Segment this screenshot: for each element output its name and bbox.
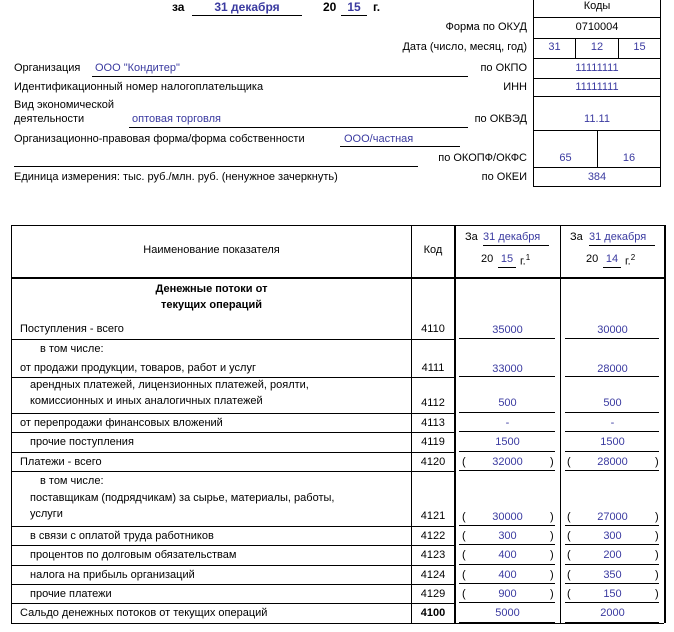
row-value-current: 500 [498,397,517,409]
org-value: ООО "Кондитер" [95,62,180,74]
col2-za: За [570,231,583,243]
row-code: 4122 [420,530,446,542]
row-value-previous: 30000 [597,324,628,336]
row-value-previous: 150 [603,588,622,600]
row-name: налога на прибыль организаций [30,569,195,581]
row-value-previous: 27000 [597,511,628,523]
cell-underline [459,376,555,377]
col2-suffix: г.$^2$ [625,253,636,268]
section-title-1: Денежные потоки от [155,283,268,295]
col2-note: 2 [630,253,636,262]
cell-underline [565,412,659,413]
cell-underline [459,564,555,565]
row-name-line2: комиссионных и иных аналогичных платежей [30,395,263,407]
cell-underline [459,451,555,452]
okved-label: по ОКВЭД [474,113,527,125]
header-date: 31 декабря [214,0,280,14]
row-value-current: 400 [498,549,517,561]
row-code: 4111 [421,362,445,374]
row-value-current: 33000 [492,363,523,375]
row-name: в том числе: [40,475,104,487]
cell-underline [459,412,555,413]
row-divider [11,377,454,378]
header-year-suffix: г. [373,0,381,14]
col1-prefix: 20 [481,253,494,265]
row-name: поставщикам (подрядчикам) за сырье, материалы, работы, [30,492,335,504]
row-code: 4119 [421,436,445,448]
paren-open: ( [567,530,571,542]
row-name-line2: услуги [30,508,63,520]
row-divider [11,565,454,566]
cell-underline [459,622,555,623]
row-value-previous: 28000 [597,363,628,375]
cell-underline [459,583,555,584]
row-name: в связи с оплатой труда работников [30,530,214,542]
row-code: 4121 [420,510,446,522]
paren-close: ) [550,530,554,542]
row-value-previous: 350 [603,569,622,581]
paren-open: ( [462,569,466,581]
row-value-current: 300 [498,530,517,542]
paren-open: ( [462,456,466,468]
unit-label: Единица измерения: тыс. руб./млн. руб. (ненужное зачеркнуть) [14,171,338,183]
cell-underline [565,622,659,623]
okud-label: Форма по ОКУД [445,21,527,33]
col1-suffix: г.$^1$ [520,253,531,268]
okfs-value: 16 [622,152,636,164]
col2-date: 31 декабря [589,231,647,243]
row-code: 4123 [420,549,446,561]
org-label: Организация [14,62,81,74]
row-divider [11,339,454,340]
inn-value: 11111111 [575,81,619,93]
paren-open: ( [462,549,466,561]
row-code: 4110 [421,323,445,335]
row-value-previous: - [610,417,615,429]
activity-label-1: Вид экономической [14,99,115,111]
paren-open: ( [462,588,466,600]
cell-underline [565,376,659,377]
row-value-current: - [505,417,510,429]
inn-label: ИНН [503,81,527,93]
col1-za: За [465,231,478,243]
cell-underline [565,544,659,545]
paren-close: ) [655,569,659,581]
row-name: Платежи - всего [20,456,102,468]
header-year: 15 [347,0,361,14]
paren-close: ) [655,511,659,523]
paren-open: ( [567,588,571,600]
cell-underline [565,431,659,432]
row-name: Сальдо денежных потоков от текущих операций [20,607,268,619]
okpo-label: по ОКПО [480,62,527,74]
cell-underline [565,525,659,526]
row-name: от перепродажи финансовых вложений [20,417,223,429]
row-value-current: 1500 [495,436,520,448]
paren-close: ) [550,549,554,561]
row-value-current: 32000 [492,456,523,468]
row-divider [11,603,454,604]
col2-year: 14 [605,253,619,265]
col-code-header: Код [423,244,443,256]
cell-underline [565,338,659,339]
row-value-previous: 1500 [600,436,625,448]
paren-close: ) [655,456,659,468]
okved-value: 11.11 [584,113,610,125]
cell-underline [565,470,659,471]
inn-label-left: Идентификационный номер налогоплательщика [14,81,264,93]
row-name: прочие платежи [30,588,112,600]
activity-label-2: деятельности [14,113,85,125]
row-value-previous: 300 [603,530,622,542]
section-title-2: текущих операций [161,299,262,311]
okud-value: 0710004 [575,21,619,33]
paren-open: ( [462,530,466,542]
row-value-current: 5000 [495,607,520,619]
date-label: Дата (число, месяц, год) [402,41,527,53]
cell-underline [459,544,555,545]
paren-open: ( [567,456,571,468]
col1-date: 31 декабря [483,231,541,243]
paren-close: ) [655,549,659,561]
legal-value: ООО/частная [344,133,414,145]
paren-close: ) [655,530,659,542]
row-code: 4124 [420,569,446,581]
col-name-header: Наименование показателя [143,244,280,256]
row-code: 4100 [420,607,446,619]
paren-close: ) [550,456,554,468]
row-divider [11,584,454,585]
row-value-previous: 28000 [597,456,628,468]
paren-close: ) [550,569,554,581]
row-code: 4129 [420,588,446,600]
row-name: Поступления - всего [20,323,124,335]
date-year: 15 [633,41,646,53]
row-name: арендных платежей, лицензионных платежей, роялти, [30,379,309,391]
paren-open: ( [567,511,571,523]
okpo-value: 11111111 [575,62,619,74]
okei-value: 384 [587,171,607,183]
paren-close: ) [655,588,659,600]
cell-underline [565,451,659,452]
row-code: 4112 [421,397,445,409]
row-value-previous: 200 [603,549,622,561]
row-value-previous: 2000 [600,607,625,619]
col2-prefix: 20 [586,253,599,265]
header-year-prefix: 20 [323,0,337,14]
cell-underline [565,564,659,565]
row-name: прочие поступления [30,436,134,448]
row-divider [11,471,454,472]
okopf-label: по ОКОПФ/ОКФС [438,152,527,164]
paren-open: ( [567,549,571,561]
cell-underline [459,338,555,339]
col1-year: 15 [500,253,514,265]
codes-title: Коды [583,0,611,12]
cell-underline [565,602,659,603]
cell-underline [459,431,555,432]
header-za: за [172,0,185,14]
row-value-current: 900 [498,588,517,600]
paren-open: ( [462,511,466,523]
row-divider [11,432,454,433]
paren-close: ) [550,511,554,523]
row-value-current: 400 [498,569,517,581]
row-divider [11,452,454,453]
paren-close: ) [550,588,554,600]
date-day: 31 [548,41,561,53]
date-month: 12 [590,41,604,53]
cell-underline [459,525,555,526]
col1-note: 1 [525,253,531,262]
row-value-current: 30000 [492,511,523,523]
row-code: 4113 [421,417,445,429]
row-name: от продажи продукции, товаров, работ и услуг [20,362,256,374]
cell-underline [459,602,555,603]
activity-value: оптовая торговля [132,113,221,125]
cell-underline [459,470,555,471]
row-divider [11,413,454,414]
row-name: в том числе: [40,343,104,355]
row-code: 4120 [420,456,446,468]
okopf-value: 65 [559,152,572,164]
row-value-previous: 500 [603,397,622,409]
legal-label: Организационно-правовая форма/форма собственности [14,133,305,145]
row-value-current: 35000 [492,324,523,336]
row-name: процентов по долговым обязательствам [30,549,237,561]
okei-label: по ОКЕИ [481,171,527,183]
cell-underline [565,583,659,584]
row-divider [11,545,454,546]
row-divider [11,526,454,527]
paren-open: ( [567,569,571,581]
